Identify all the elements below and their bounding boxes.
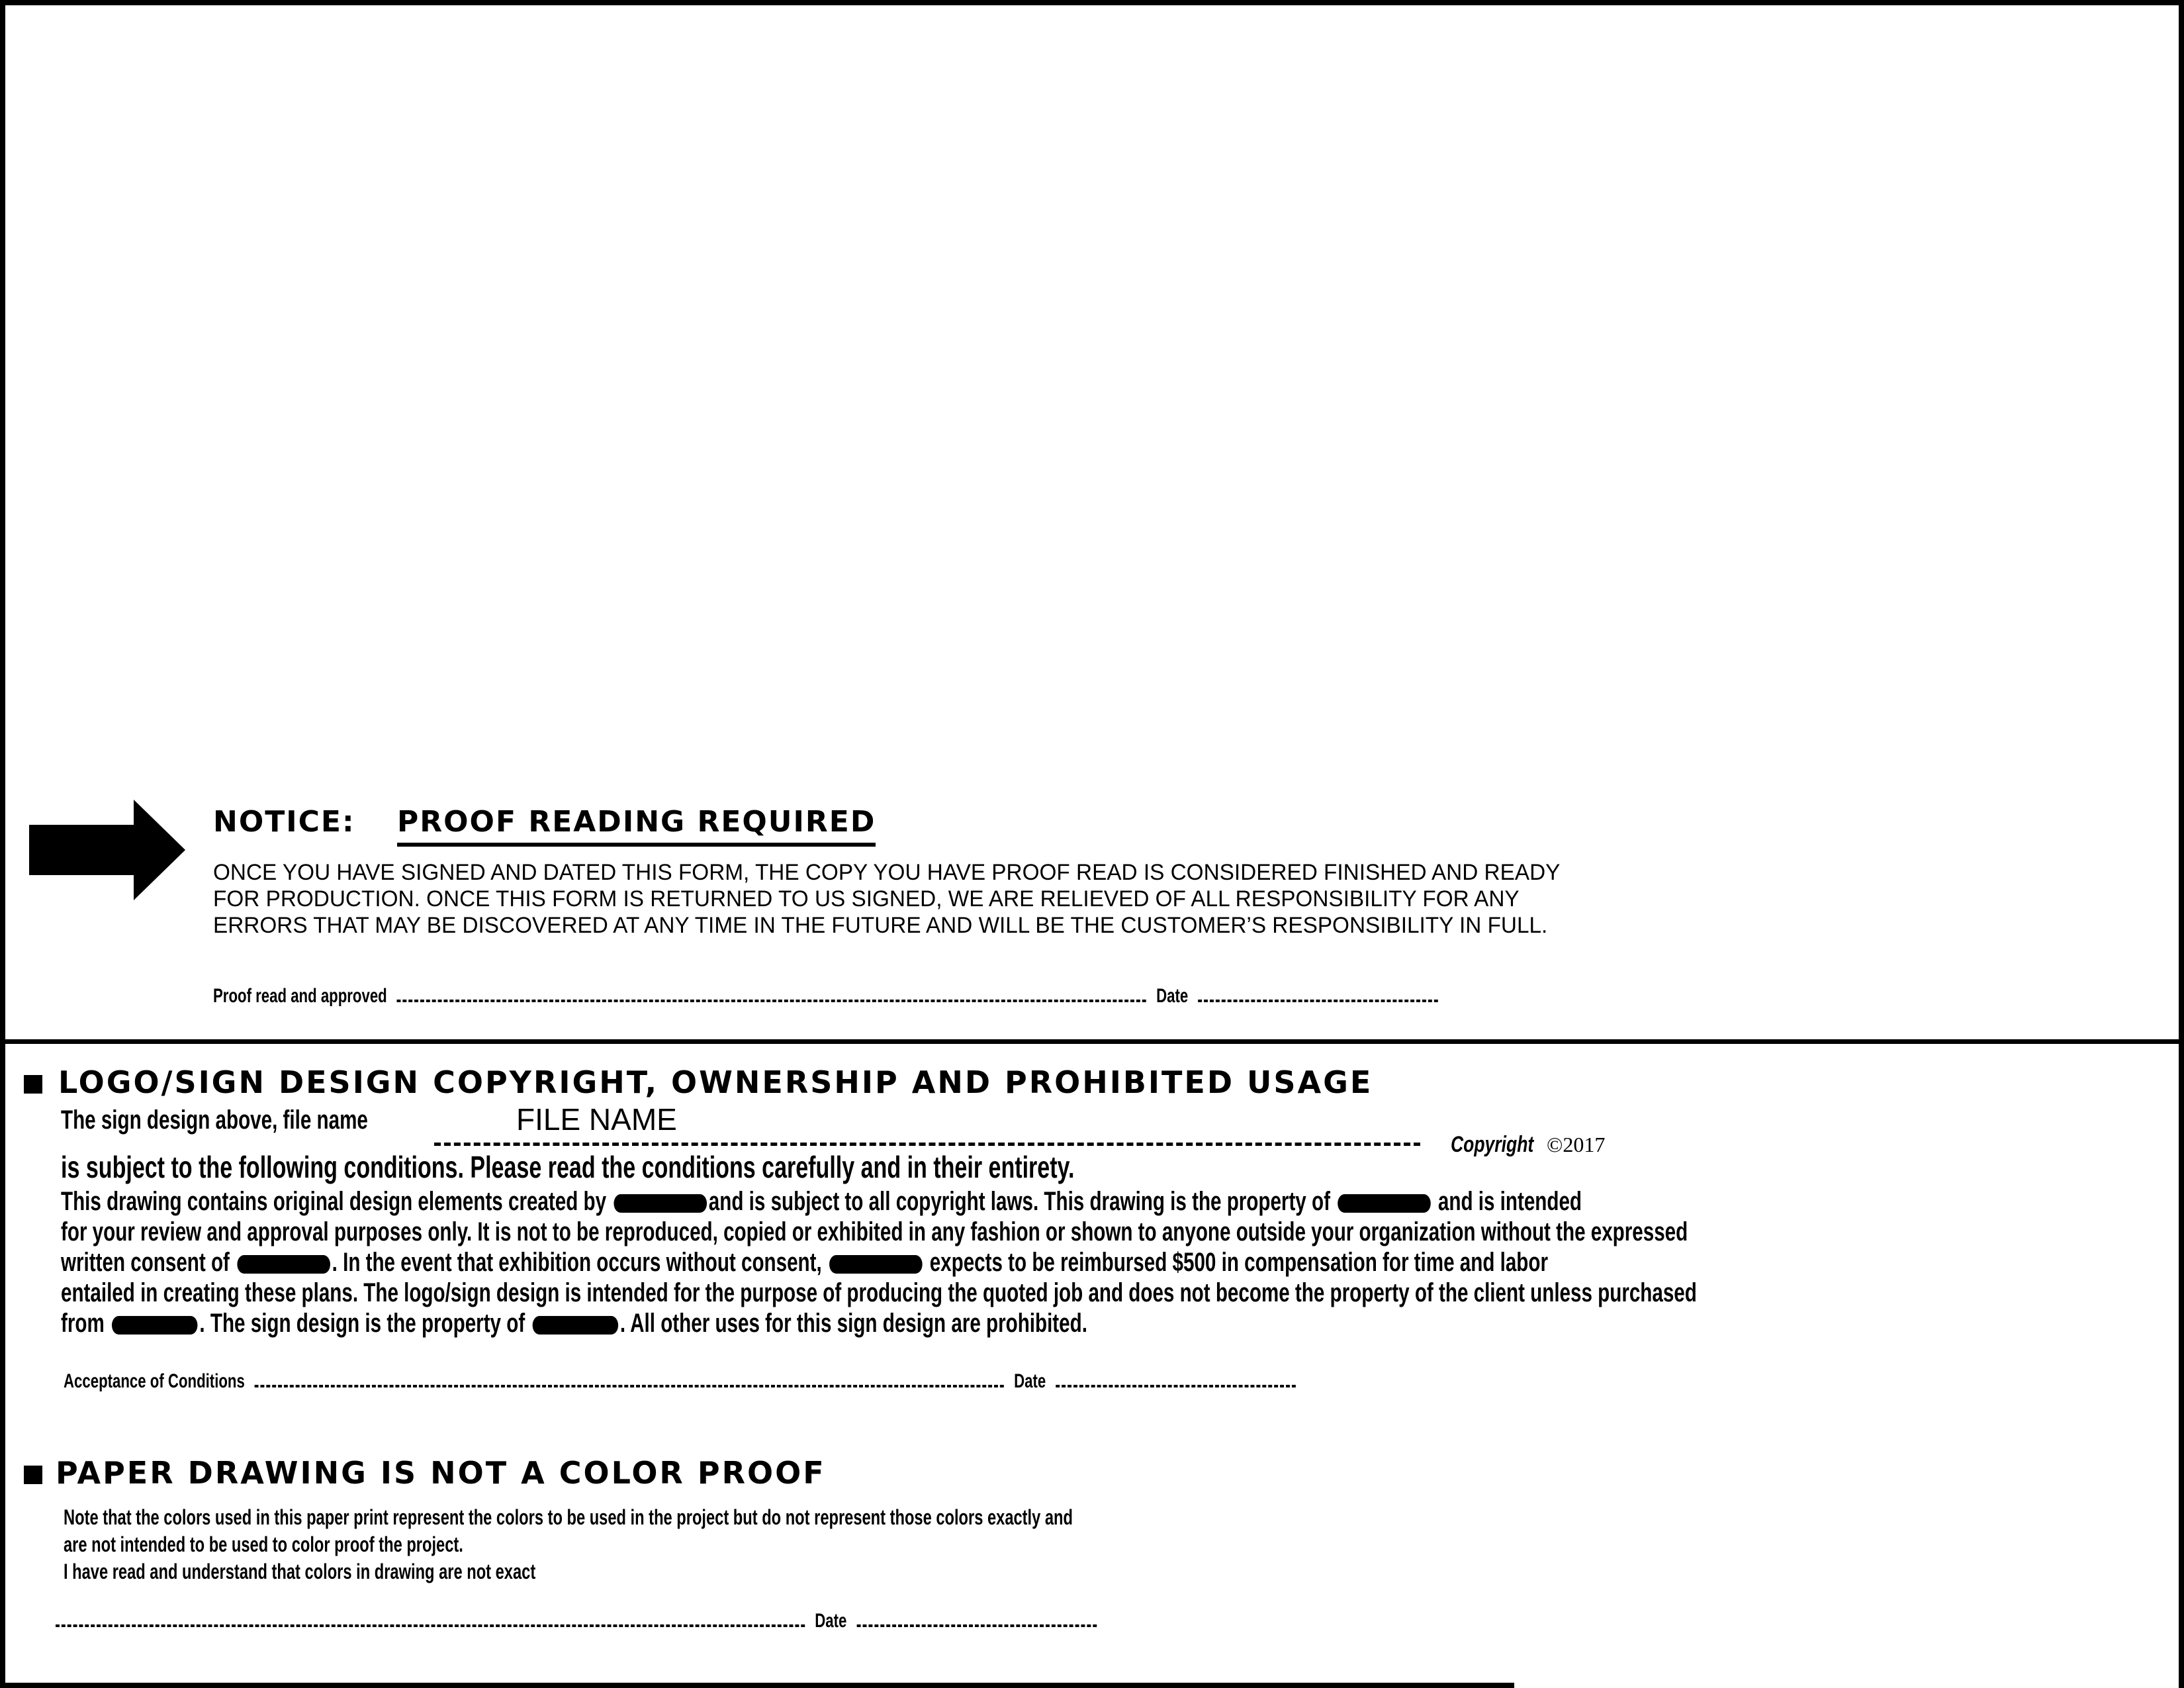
color-note-line: I have read and understand that colors in drawing are not exact — [64, 1560, 536, 1583]
proof-approval-row — [213, 985, 1444, 1008]
color-section-title: PAPER DRAWING IS NOT A COLOR PROOF — [56, 1455, 826, 1491]
border-gap — [1514, 1681, 2179, 1688]
notice-heading — [213, 805, 876, 839]
section-bullet — [24, 1075, 42, 1094]
acceptance-date-label: Date — [1014, 1370, 1046, 1392]
file-name-value[interactable]: FILE NAME — [516, 1102, 677, 1137]
paragraph-text: and is subject to all copyright laws. This drawing is the property of — [708, 1187, 1330, 1216]
acceptance-date-line[interactable] — [1056, 1372, 1296, 1387]
file-name-label: The sign design above, file name — [61, 1105, 368, 1135]
section-bullet — [24, 1466, 42, 1484]
paragraph-text: from — [61, 1309, 105, 1338]
proof-approved-label: Proof read and approved — [213, 985, 387, 1007]
copyright-section-title: LOGO/SIGN DESIGN COPYRIGHT, OWNERSHIP AND PROHIBITED USAGE — [58, 1064, 1373, 1100]
redacted-name — [829, 1255, 923, 1274]
notice-line: ONCE YOU HAVE SIGNED AND DATED THIS FORM, THE COPY YOU HAVE PROOF READ IS CONSIDERED FINISHED AND READY — [213, 860, 1561, 885]
color-note — [64, 1504, 1073, 1585]
acceptance-signature-line[interactable] — [255, 1372, 1004, 1387]
paragraph-text: written consent of — [61, 1248, 230, 1277]
notice-line: FOR PRODUCTION. ONCE THIS FORM IS RETURNED TO US SIGNED, WE ARE RELIEVED OF ALL RESPONSIBILITY FOR ANY — [213, 886, 1520, 912]
color-ack-row — [56, 1610, 1103, 1632]
redacted-name — [1338, 1194, 1431, 1213]
copyright-word: Copyright — [1451, 1132, 1534, 1157]
paragraph-line — [61, 1308, 1697, 1338]
paragraph-text: This drawing contains original design elements created by — [61, 1187, 607, 1216]
paragraph-line: for your review and approval purposes only. It is not to be reproduced, copied or exhibited in any fashion or shown to anyone outside your organization without the expressed — [61, 1217, 1688, 1246]
proof-signature-line[interactable] — [397, 986, 1146, 1002]
file-name-line — [434, 1143, 1420, 1146]
acceptance-label: Acceptance of Conditions — [64, 1370, 245, 1392]
paragraph-text: . The sign design is the property of — [199, 1309, 525, 1338]
right-arrow-icon — [29, 800, 185, 900]
acceptance-row — [64, 1370, 1302, 1393]
notice-label: NOTICE: — [213, 805, 355, 839]
proof-date-label: Date — [1156, 985, 1189, 1007]
paragraph-line — [61, 1247, 1697, 1278]
paragraph-text: and is intended — [1437, 1187, 1582, 1216]
paragraph-text: expects to be reimbursed $500 in compensation for time and labor — [929, 1248, 1548, 1277]
redacted-name — [112, 1316, 198, 1335]
proof-date-line[interactable] — [1198, 986, 1438, 1002]
color-date-line[interactable] — [856, 1611, 1097, 1627]
redacted-name — [237, 1255, 330, 1274]
color-note-line: are not intended to be used to color proof the project. — [64, 1532, 463, 1556]
paragraph-line — [61, 1186, 1697, 1217]
subject-line: is subject to the following conditions. Please read the conditions carefully and in their entirety. — [61, 1150, 1075, 1184]
redacted-name — [614, 1194, 707, 1213]
notice-line: ERRORS THAT MAY BE DISCOVERED AT ANY TIME IN THE FUTURE AND WILL BE THE CUSTOMER’S RESPONSIBILITY IN FULL. — [213, 913, 1548, 938]
conditions-paragraph — [61, 1186, 1697, 1338]
notice-body — [213, 859, 1588, 939]
copyright-notice — [1451, 1132, 1605, 1158]
section-divider — [5, 1039, 2179, 1044]
color-date-label: Date — [815, 1610, 847, 1632]
paragraph-text: . All other uses for this sign design are prohibited. — [619, 1309, 1087, 1338]
paragraph-line: entailed in creating these plans. The logo/sign design is intended for the purpose of producing the quoted job and does not become the property of the client unless purchased — [61, 1278, 1697, 1307]
redacted-name — [532, 1316, 618, 1335]
color-note-line: Note that the colors used in this paper print represent the colors to be used in the project but do not represent those colors exactly and — [64, 1505, 1073, 1529]
paragraph-text: . In the event that exhibition occurs without consent, — [332, 1248, 822, 1277]
proof-reading-required-heading: PROOF READING REQUIRED — [397, 805, 876, 847]
color-signature-line[interactable] — [56, 1611, 805, 1627]
copyright-year: ©2017 — [1547, 1133, 1606, 1156]
